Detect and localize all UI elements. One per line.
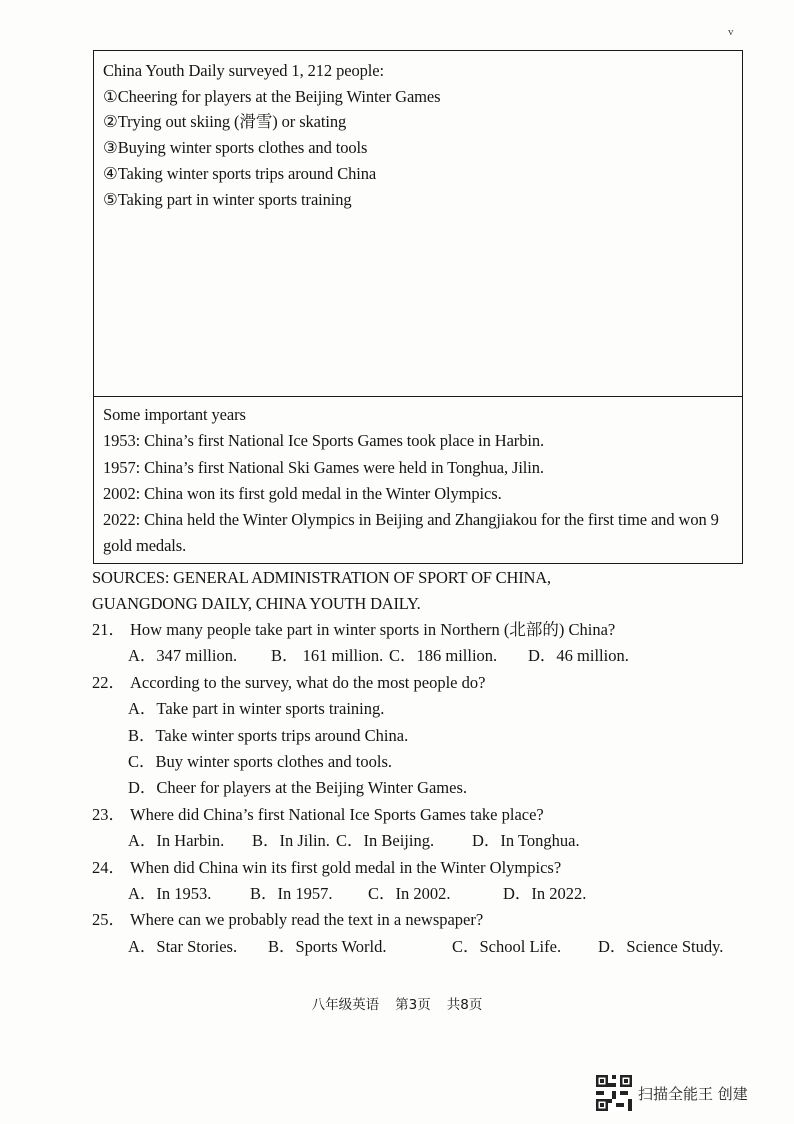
- year-item-2022: 2022: China held the Winter Olympics in Beijing and Zhangjiakou for the first time and won 9 gold medals.: [103, 510, 719, 556]
- question-number: 25．: [92, 910, 125, 930]
- page-footer: [0, 993, 794, 1013]
- years-title: Some important years: [103, 405, 246, 424]
- question-text: When did China win its first gold medal in the Winter Olympics?: [130, 857, 562, 877]
- survey-item-1: ①Cheering for players at the Beijing Winter Games: [103, 86, 441, 106]
- option-c: C．Buy winter sports clothes and tools.: [128, 752, 392, 772]
- question-25: [92, 907, 732, 933]
- question-number: 22．: [92, 672, 125, 692]
- year-item-1957: 1957: China’s first National Ski Games were held in Tonghua, Jilin.: [103, 457, 544, 477]
- option-b: B．In 1957.: [250, 884, 333, 904]
- question-text: How many people take part in winter sports in Northern (北部的) China?: [130, 620, 616, 639]
- option-b: B． 161 million.: [271, 646, 384, 666]
- option-b: B．Sports World.: [268, 936, 387, 956]
- question-24: [92, 855, 732, 881]
- question-list: [92, 617, 732, 960]
- qr-code-icon: [596, 1075, 632, 1111]
- option-d: D．46 million.: [528, 646, 629, 666]
- survey-item-2: ②Trying out skiing (滑雪) or skating: [103, 112, 347, 132]
- footer-subject: 八年级英语: [311, 997, 380, 1013]
- survey-item-5: ⑤Taking part in winter sports training: [103, 189, 352, 209]
- options-21: [92, 643, 732, 669]
- scanner-label: 扫描全能王 创建: [638, 1084, 748, 1103]
- question-21: [92, 617, 732, 643]
- option-d: D．Science Study.: [598, 936, 724, 956]
- option-c: C．186 million.: [389, 646, 498, 666]
- option-a: A．In Harbin.: [128, 831, 225, 851]
- option-d: D．Cheer for players at the Beijing Winter Games.: [128, 778, 468, 798]
- survey-heading: China Youth Daily surveyed 1, 212 people:: [103, 61, 384, 80]
- footer-page: 第3页: [395, 997, 431, 1013]
- option-c: C．In Beijing.: [336, 831, 435, 851]
- options-23: [92, 828, 732, 854]
- option-a: A．Star Stories.: [128, 936, 238, 956]
- year-item-1953: 1953: China’s first National Ice Sports Games took place in Harbin.: [103, 431, 545, 451]
- option-b: B．In Jilin.: [252, 831, 330, 851]
- options-25: [92, 934, 732, 960]
- option-a: A．In 1953.: [128, 884, 212, 904]
- question-number: 23．: [92, 804, 125, 824]
- option-d: D．In 2022.: [503, 884, 587, 904]
- footer-total: 共8页: [446, 997, 483, 1013]
- years-box: [93, 396, 743, 564]
- question-text: According to the survey, what do the most people do?: [130, 672, 486, 692]
- options-24: [92, 881, 732, 907]
- survey-item-4: ④Taking winter sports trips around China: [103, 163, 377, 183]
- option-c: C．In 2002.: [368, 884, 451, 904]
- option-c: C．School Life.: [452, 936, 562, 956]
- question-text: Where did China’s first National Ice Sports Games take place?: [130, 804, 544, 824]
- option-a: A．Take part in winter sports training.: [128, 699, 385, 719]
- question-number: 24．: [92, 857, 125, 877]
- sources-line-1: SOURCES: GENERAL ADMINISTRATION OF SPORT OF CHINA,: [92, 568, 551, 587]
- sources-line-2: GUANGDONG DAILY, CHINA YOUTH DAILY.: [92, 594, 421, 613]
- sources: [92, 565, 551, 617]
- scanner-watermark: [596, 1075, 748, 1111]
- year-item-2002: 2002: China won its first gold medal in the Winter Olympics.: [103, 483, 502, 503]
- survey-item-3: ③Buying winter sports clothes and tools: [103, 138, 368, 158]
- question-22: [92, 670, 732, 696]
- question-text: Where can we probably read the text in a newspaper?: [130, 910, 484, 930]
- option-a: A．347 million.: [128, 646, 238, 666]
- option-b: B．Take winter sports trips around China.: [128, 725, 409, 745]
- option-d: D．In Tonghua.: [472, 831, 580, 851]
- survey-box: [93, 50, 743, 398]
- corner-mark: v: [728, 26, 734, 38]
- question-23: [92, 802, 732, 828]
- question-number: 21．: [92, 620, 125, 639]
